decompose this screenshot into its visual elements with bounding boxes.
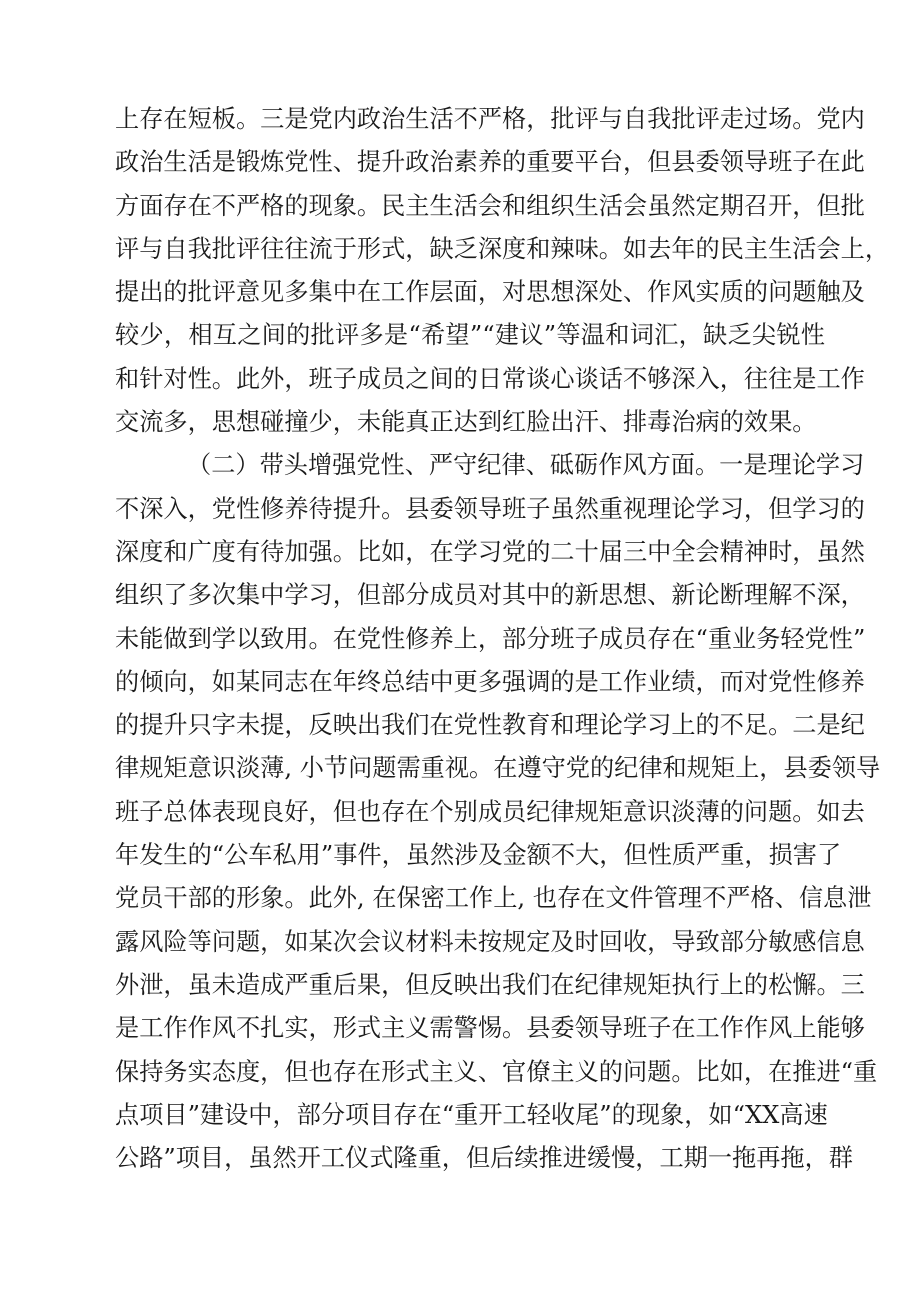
text-line: 点项目”建设中，部分项目存在“重开工轻收尾”的现象，如“XX高速 xyxy=(115,1100,828,1129)
text-line: 年发生的“公车私用”事件，虽然涉及金额不大，但性质严重，损害了 xyxy=(115,841,842,870)
text-line: 外泄，虽未造成严重后果，但反映出我们在纪律规矩执行上的松懈。三 xyxy=(115,970,865,999)
text-line: 的提升只字未提，反映出我们在党性教育和理论学习上的不足。二是纪 xyxy=(115,711,865,740)
text-line: 方面存在不严格的现象。民主生活会和组织生活会虽然定期召开，但批 xyxy=(115,191,865,220)
text-line: 组织了多次集中学习，但部分成员对其中的新思想、新论断理解不深， xyxy=(115,581,865,610)
text-line: 和针对性。此外，班子成员之间的日常谈心谈话不够深入，往往是工作 xyxy=(115,364,865,393)
body-text xyxy=(115,98,890,1180)
text-line: 班子总体表现良好，但也存在个别成员纪律规矩意识淡薄的问题。如去 xyxy=(115,797,865,826)
text-line: 的倾向，如某同志在年终总结中更多强调的是工作业绩，而对党性修养 xyxy=(115,667,865,696)
text-line: 保持务实态度，但也存在形式主义、官僚主义的问题。比如，在推进“重 xyxy=(115,1057,878,1086)
section-heading-line: （二）带头增强党性、严守纪律、砥砺作风方面。一是理论学习 xyxy=(187,451,865,480)
text-line: 评与自我批评往往流于形式，缺乏深度和辣味。如去年的民主生活会上， xyxy=(115,234,890,263)
text-line: 露风险等问题，如某次会议材料未按规定及时回收，导致部分敏感信息 xyxy=(115,927,865,956)
text-line: 未能做到学以致用。在党性修养上，部分班子成员存在“重业务轻党性” xyxy=(115,624,866,653)
text-line: 上存在短板。三是党内政治生活不严格，批评与自我批评走过场。党内 xyxy=(115,105,865,133)
text-line: 是工作作风不扎实，形式主义需警惕。县委领导班子在工作作风上能够 xyxy=(115,1014,865,1043)
text-line: 律规矩意识淡薄, 小节问题需重视。在遵守党的纪律和规矩上，县委领导 xyxy=(115,754,881,783)
text-line: 党员干部的形象。此外, 在保密工作上, 也存在文件管理不严格、信息泄 xyxy=(115,884,872,913)
text-line: 提出的批评意见多集中在工作层面，对思想深处、作风实质的问题触及 xyxy=(115,278,865,307)
text-line: 较少，相互之间的批评多是“希望”“建议”等温和词汇，缺乏尖锐性 xyxy=(115,321,825,350)
text-line: 交流多，思想碰撞少，未能真正达到红脸出汗、排毒治病的效果。 xyxy=(115,408,817,437)
text-line: 深度和广度有待加强。比如，在学习党的二十届三中全会精神时，虽然 xyxy=(115,537,865,566)
text-line: 政治生活是锻炼党性、提升政治素养的重要平台，但县委领导班子在此 xyxy=(115,148,865,177)
text-line: 不深入，党性修养待提升。县委领导班子虽然重视理论学习，但学习的 xyxy=(115,494,865,523)
text-line: 公路”项目，虽然开工仪式隆重，但后续推进缓慢，工期一拖再拖，群 xyxy=(115,1144,853,1173)
